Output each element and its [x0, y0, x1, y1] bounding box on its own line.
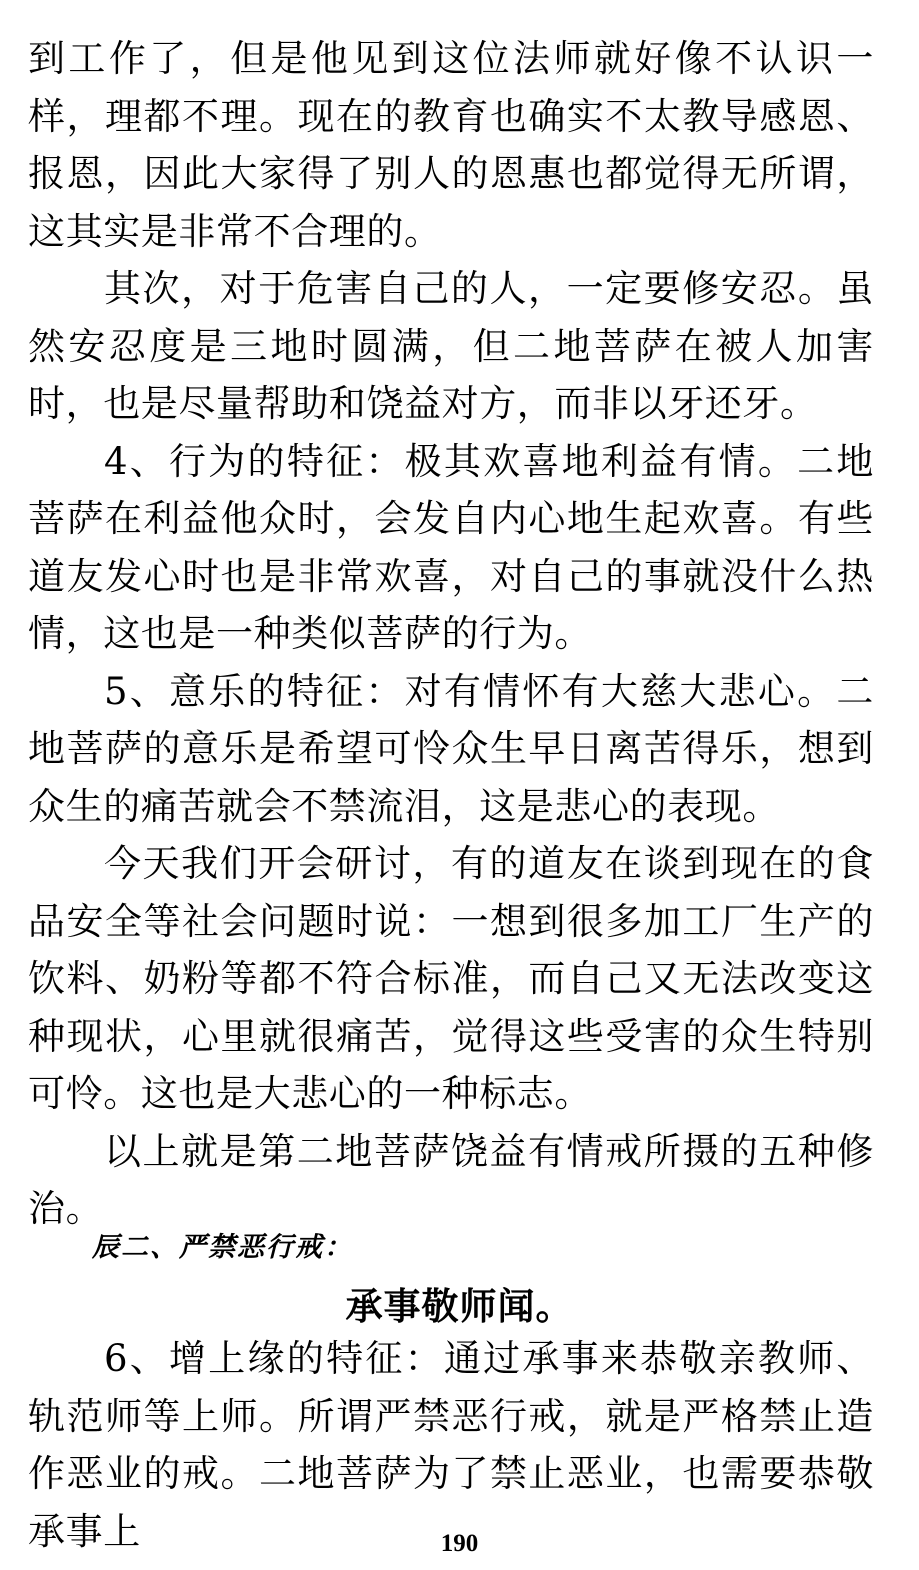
paragraph-1: 到工作了，但是他见到这位法师就好像不认识一样，理都不理。现在的教育也确实不太教导感恩、报恩，因此大家得了别人的恩惠也都觉得无所谓，这其实是非常不合理的。 [28, 37, 874, 253]
paragraph-7: 6、增上缘的特征：通过承事来恭敬亲教师、轨范师等上师。所谓严禁恶行戒，就是严格禁止造作恶业的戒。二地菩萨为了禁止恶业，也需要恭敬承事上 [28, 1337, 874, 1553]
body-text-continued [28, 1330, 874, 1560]
section-heading: 辰二、严禁恶行戒： [92, 1232, 353, 1263]
body-text [28, 30, 874, 1238]
page-number: 190 [440, 1530, 479, 1557]
paragraph-3: 4、行为的特征：极其欢喜地利益有情。二地菩萨在利益他众时，会发自内心地生起欢喜。有些道友发心时也是非常欢喜，对自己的事就没什么热情，这也是一种类似菩萨的行为。 [28, 439, 874, 655]
paragraph-4: 5、意乐的特征：对有情怀有大慈大悲心。二地菩萨的意乐是希望可怜众生早日离苦得乐，想到众生的痛苦就会不禁流泪，这是悲心的表现。 [28, 669, 874, 828]
paragraph-2: 其次，对于危害自己的人，一定要修安忍。虽然安忍度是三地时圆满，但二地菩萨在被人加害时，也是尽量帮助和饶益对方，而非以牙还牙。 [28, 267, 874, 425]
paragraph-6: 以上就是第二地菩萨饶益有情戒所摄的五种修治。 [28, 1129, 874, 1230]
paragraph-5: 今天我们开会研讨，有的道友在谈到现在的食品安全等社会问题时说：一想到很多加工厂生产的饮料、奶粉等都不符合标准，而自己又无法改变这种现状，心里就很痛苦，觉得这些受害的众生特别可怜。这也是大悲心的一种标志。 [28, 842, 874, 1115]
verse-text: 承事敬师闻。 [345, 1285, 574, 1328]
